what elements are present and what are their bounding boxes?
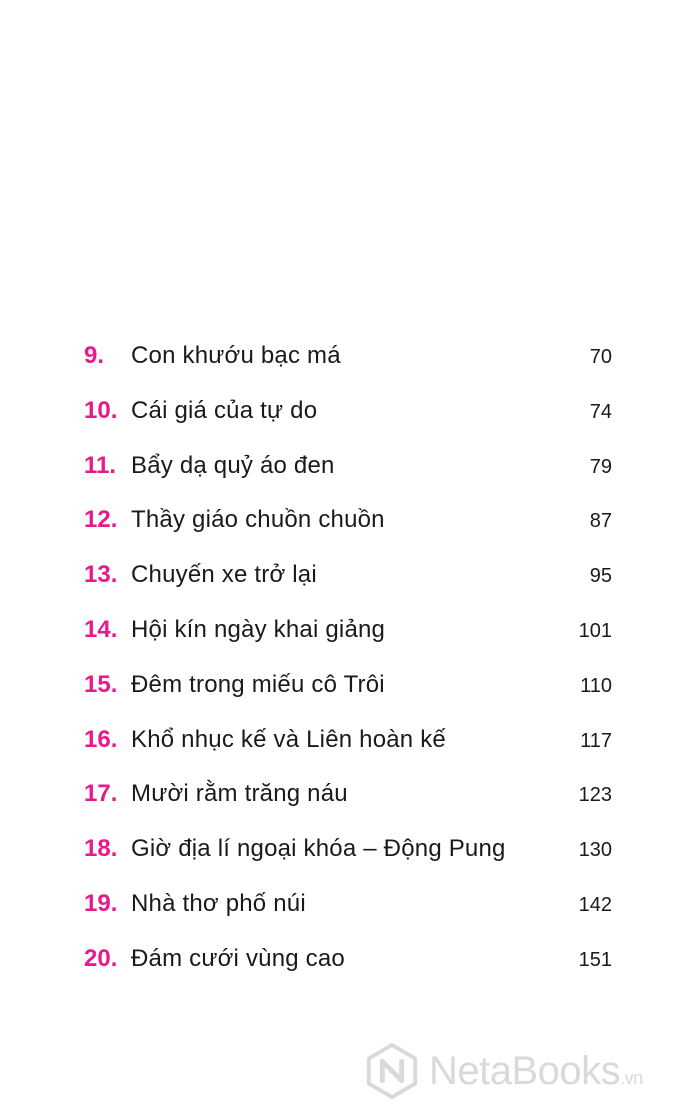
toc-entry-number: 18. xyxy=(84,835,118,863)
toc-entry xyxy=(0,822,700,877)
toc-entry-title: Chuyến xe trở lại xyxy=(131,561,317,589)
toc-entry-number: 17. xyxy=(84,780,118,808)
toc-entry xyxy=(0,329,700,384)
toc-entry-title: Con khướu bạc má xyxy=(131,342,341,369)
toc-entry-number: 16. xyxy=(84,725,118,753)
toc-entry-number: 9. xyxy=(84,342,105,369)
toc-entry-page: 123 xyxy=(578,784,612,807)
toc-entry-title: Mười rằm trăng náu xyxy=(131,780,348,808)
netabooks-logo-icon xyxy=(363,1042,421,1100)
toc-entry-page: 110 xyxy=(580,674,612,697)
netabooks-watermark xyxy=(363,1040,693,1102)
toc-entry-number: 10. xyxy=(84,396,118,424)
toc-entry-page: 101 xyxy=(578,619,612,642)
watermark-brand xyxy=(429,1049,643,1094)
toc-entry-number: 11. xyxy=(84,451,117,479)
toc-entry xyxy=(0,493,700,548)
toc-entry xyxy=(0,603,700,658)
toc-entry-number: 12. xyxy=(84,506,118,534)
toc-entry-number: 14. xyxy=(84,615,118,643)
toc-entry-page: 117 xyxy=(580,729,612,752)
watermark-brand-name: NetaBooks xyxy=(429,1048,621,1093)
toc-entry xyxy=(0,767,700,822)
toc-entry-number: 15. xyxy=(84,670,118,698)
table-of-contents xyxy=(0,329,700,987)
toc-entry xyxy=(0,384,700,439)
toc-entry-page: 95 xyxy=(589,565,612,588)
toc-entry-title: Khổ nhục kế và Liên hoàn kế xyxy=(131,725,446,753)
toc-entry-page: 151 xyxy=(578,948,612,971)
toc-entry-page: 142 xyxy=(578,893,612,916)
toc-entry xyxy=(0,713,700,768)
toc-entry-page: 79 xyxy=(589,455,612,478)
toc-entry-title: Nhà thơ phố núi xyxy=(131,889,306,917)
toc-entry-number: 19. xyxy=(84,889,118,917)
toc-entry-title: Thầy giáo chuồn chuồn xyxy=(131,506,385,534)
toc-entry-page: 74 xyxy=(589,400,612,423)
toc-entry-title: Bẩy dạ quỷ áo đen xyxy=(131,451,335,479)
toc-entry-title: Hội kín ngày khai giảng xyxy=(131,615,386,643)
toc-entry-title: Đám cưới vùng cao xyxy=(131,944,345,972)
toc-entry-page: 130 xyxy=(578,839,612,862)
toc-entry xyxy=(0,877,700,932)
toc-entry-title: Giờ địa lí ngoại khóa – Động Pung xyxy=(131,835,506,863)
toc-entry-number: 20. xyxy=(84,944,118,972)
toc-entry-page: 70 xyxy=(589,346,612,368)
toc-entry-number: 13. xyxy=(84,561,118,589)
toc-entry xyxy=(0,548,700,603)
toc-entry xyxy=(0,658,700,713)
watermark-brand-suffix: .vn xyxy=(620,1067,643,1088)
toc-entry-page: 87 xyxy=(589,510,612,533)
toc-entry-title: Đêm trong miếu cô Trôi xyxy=(131,670,385,698)
toc-entry xyxy=(0,439,700,494)
toc-entry-title: Cái giá của tự do xyxy=(131,396,318,424)
toc-entry xyxy=(0,932,700,987)
